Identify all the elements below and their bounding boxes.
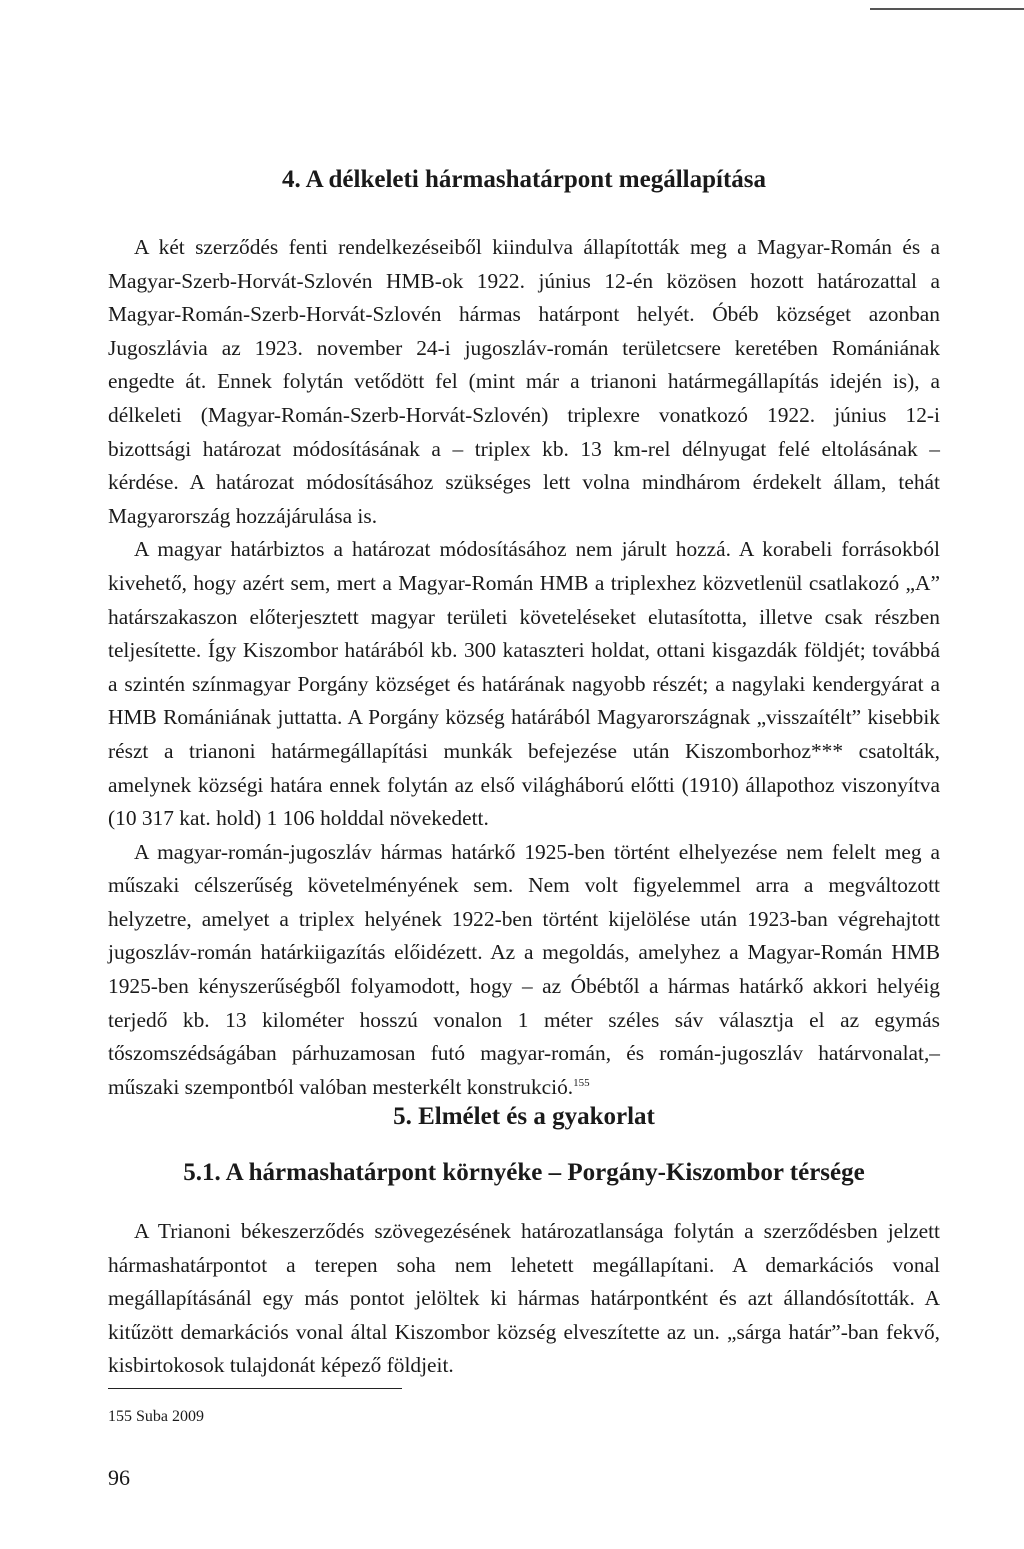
paragraph: A két szerződés fenti rendelkezéseiből kiindulva állapították meg a Magyar-Román és a Magyar-Szerb-Horvát-Szlovén HMB-ok 1922. június 12-én közösen hozott határozattal a Magyar-Román-Szerb-Horvát-Szlovén hármas határpont helyét. Óbéb községet azonban Jugoszlávia az 1923. november 24-i jugoszláv-román területcsere keretében Romániának engedte át. Ennek folytán vetődött fel (mint már a trianoni határmegállapítás idején is), a délkeleti (Magyar-Román-Szerb-Horvát-Szlovén) triplexre vonatkozó 1922. június 12-i bizottsági határozat módosításának a – triplex kb. 13 km-rel délnyugat felé eltolásának – kérdése. A határozat módosításához szükséges lett volna mindhárom érdekelt állam, tehát Magyarország hozzájárulása is. xyxy=(108,235,940,528)
footnote: 155 Suba 2009 xyxy=(108,1408,204,1425)
paragraph: A magyar határbiztos a határozat módosításához nem járult hozzá. A korabeli forrásokból kivehető, hogy azért sem, mert a Magyar-Román HMB a triplexhez közvetlenül csatlakozó „A” határszakaszon előterjesztett magyar területi követeléseket elutasította, illetve csak részben teljesítette. Így Kiszombor határából kb. 300 kataszteri holdat, ottani kisgazdák földjét; továbbá a szintén színmagyar Porgány községet és határának nagyobb részét; a nagylaki kendergyárat a HMB Romániának juttatta. A Porgány község határából Magyarországnak „visszaítélt” kisebbik részt a trianoni határmegállapítási munkák befejezése után Kiszomborhoz*** csatolták, amelynek községi határa ennek folytán az első világháború előtti (1910) állapothoz viszonyítva (10 317 kat. hold) 1 106 holddal növekedett. xyxy=(108,537,940,831)
section-4-body xyxy=(108,231,940,1104)
paragraph: A Trianoni békeszerződés szövegezésének határozatlansága folytán a szerződésben jelzett hármashatárpontot a terepen soha nem lehetett megállapítani. A demarkációs vonal megállapításánál egy más pontot jelöltek ki hármas határpontként és azt állandósították. A kitűzött demarkációs vonal által Kiszombor község elveszítette az un. „sárga határ”-ban fekvő, kisbirtokosok tulajdonát képező földjeit. xyxy=(108,1219,940,1378)
footnote-reference: 155 xyxy=(573,1076,590,1089)
paragraph-text: A magyar-román-jugoszláv hármas határkő 1925-ben történt elhelyezése nem felelt meg a műszaki célszerűség követelményének sem. Nem volt figyelemmel arra a megváltozott helyzetre, amelyet a triplex helyének 1922-ben történt kijelölése után 1923-ban végrehajtott jugoszláv-román határkiigazítás előidézett. Az a megoldás, amelyhez a Magyar-Román HMB 1925-ben kényszerűségből folyamodott, hogy – az Óbébtől a hármas határkő akkori helyéig terjedő kb. 13 kilométer hosszú vonalon 1 méter széles sáv választja el az egymás tőszomszédságában párhuzamosan futó magyar-román, és román-jugoszláv határvonalat,– műszaki szempontból valóban mesterkélt konstrukció. xyxy=(108,839,940,1099)
section-5-1-heading: 5.1. A hármashatárpont környéke – Porgány-Kiszombor térsége xyxy=(183,1159,865,1186)
section-4-heading: 4. A délkeleti hármashatárpont megállapítása xyxy=(281,166,767,193)
section-5-1-body xyxy=(108,1215,940,1383)
section-5-heading: 5. Elmélet és a gyakorlat xyxy=(393,1103,655,1130)
footnote-separator xyxy=(108,1388,402,1389)
paragraph xyxy=(108,836,940,1105)
page-number: 96 xyxy=(108,1465,130,1490)
top-edge-rule xyxy=(870,8,1024,10)
